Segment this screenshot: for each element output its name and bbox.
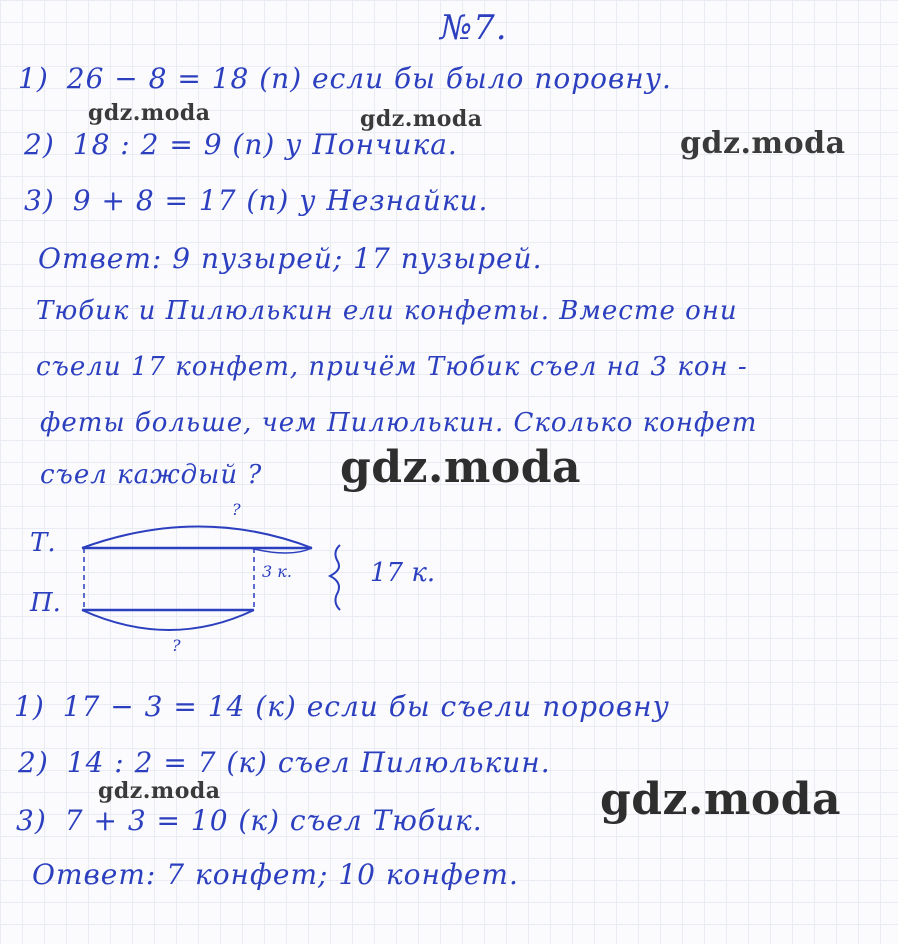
solution1-step-2: 2) 18 : 2 = 9 (п) у Пончика. bbox=[24, 128, 458, 161]
top-brace bbox=[82, 527, 312, 549]
bottom-question: ? bbox=[172, 636, 181, 655]
problem-line-4: съел каждый ? bbox=[40, 460, 263, 490]
solution2-step-2: 2) 14 : 2 = 7 (к) съел Пилюлькин. bbox=[18, 746, 551, 779]
solution1-step-3: 3) 9 + 8 = 17 (п) у Незнайки. bbox=[24, 184, 489, 217]
problem-line-1: Тюбик и Пилюлькин ели конфеты. Вместе они bbox=[36, 296, 738, 326]
answer-1: Ответ: 9 пузырей; 17 пузырей. bbox=[38, 242, 543, 275]
total-brace bbox=[330, 545, 340, 610]
problem-line-2: съели 17 конфет, причём Тюбик съел на 3 кон - bbox=[36, 352, 748, 382]
solution1-step-1: 1) 26 − 8 = 18 (п) если бы было поровну. bbox=[18, 62, 672, 95]
row1-label: Т. bbox=[30, 528, 56, 558]
answer-2: Ответ: 7 конфет; 10 конфет. bbox=[32, 858, 519, 891]
solution2-step-3: 3) 7 + 3 = 10 (к) съел Тюбик. bbox=[16, 804, 483, 837]
task-number: №7. bbox=[440, 8, 508, 48]
watermark-4: gdz.moda bbox=[340, 442, 582, 493]
total-label: 17 к. bbox=[370, 558, 436, 588]
watermark-3: gdz.moda bbox=[680, 126, 846, 161]
watermark-5: gdz.moda bbox=[98, 778, 221, 804]
solution2-step-1: 1) 17 − 3 = 14 (к) если бы съели поровну bbox=[14, 690, 670, 723]
watermark-6: gdz.moda bbox=[600, 774, 842, 825]
top-question: ? bbox=[232, 500, 241, 519]
bottom-brace bbox=[82, 610, 254, 630]
watermark-1: gdz.moda bbox=[88, 100, 211, 126]
problem-line-3: феты больше, чем Пилюлькин. Сколько конфет bbox=[40, 408, 758, 438]
watermark-2: gdz.moda bbox=[360, 106, 483, 132]
row2-label: П. bbox=[30, 588, 61, 618]
diff-label: 3 к. bbox=[262, 562, 292, 581]
